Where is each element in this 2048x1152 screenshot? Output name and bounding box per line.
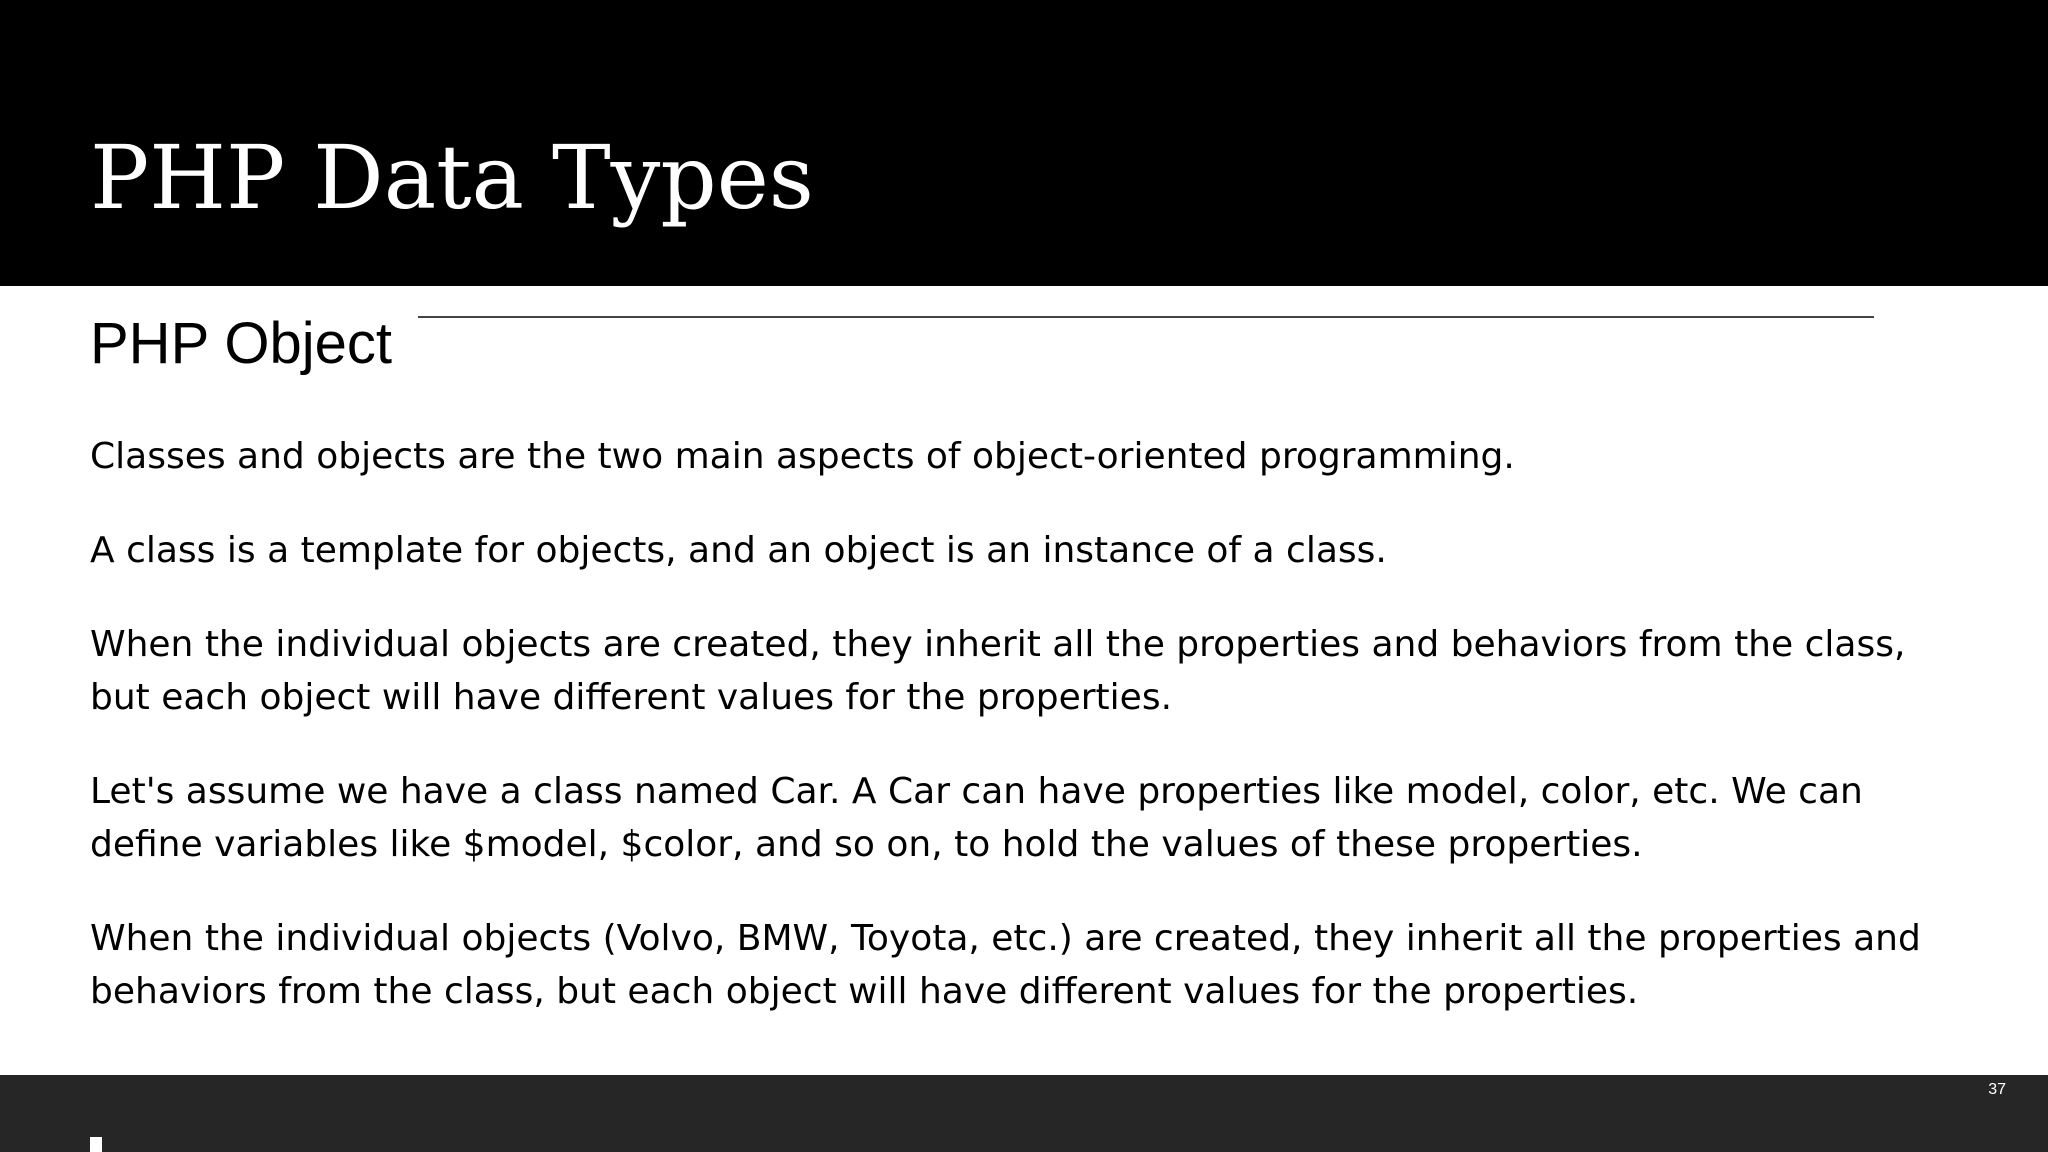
body-paragraph: When the individual objects (Volvo, BMW, Toyota, etc.) are created, they inherit all the properties and behaviors from the class, but each object will have different values for the properties. [90, 918, 1921, 1012]
slide-body [90, 430, 1970, 1059]
footer-bar [0, 1075, 2048, 1152]
heading-divider [418, 316, 1874, 318]
body-paragraph: Classes and objects are the two main aspects of object-oriented programming. [90, 436, 1515, 477]
body-paragraph: Let's assume we have a class named Car. A Car can have properties like model, color, etc. We can define variables like $model, $color, and so on, to hold the values of these properties. [90, 771, 1863, 865]
body-paragraph: A class is a template for objects, and an object is an instance of a class. [90, 530, 1387, 571]
footer-marker [90, 1137, 102, 1152]
slide-title: PHP Data Types [90, 126, 814, 229]
body-paragraph: When the individual objects are created, they inherit all the properties and behaviors from the class, but each object will have different values for the properties. [90, 624, 1906, 718]
page-number: 37 [1988, 1081, 2006, 1098]
section-heading: PHP Object [90, 311, 392, 376]
